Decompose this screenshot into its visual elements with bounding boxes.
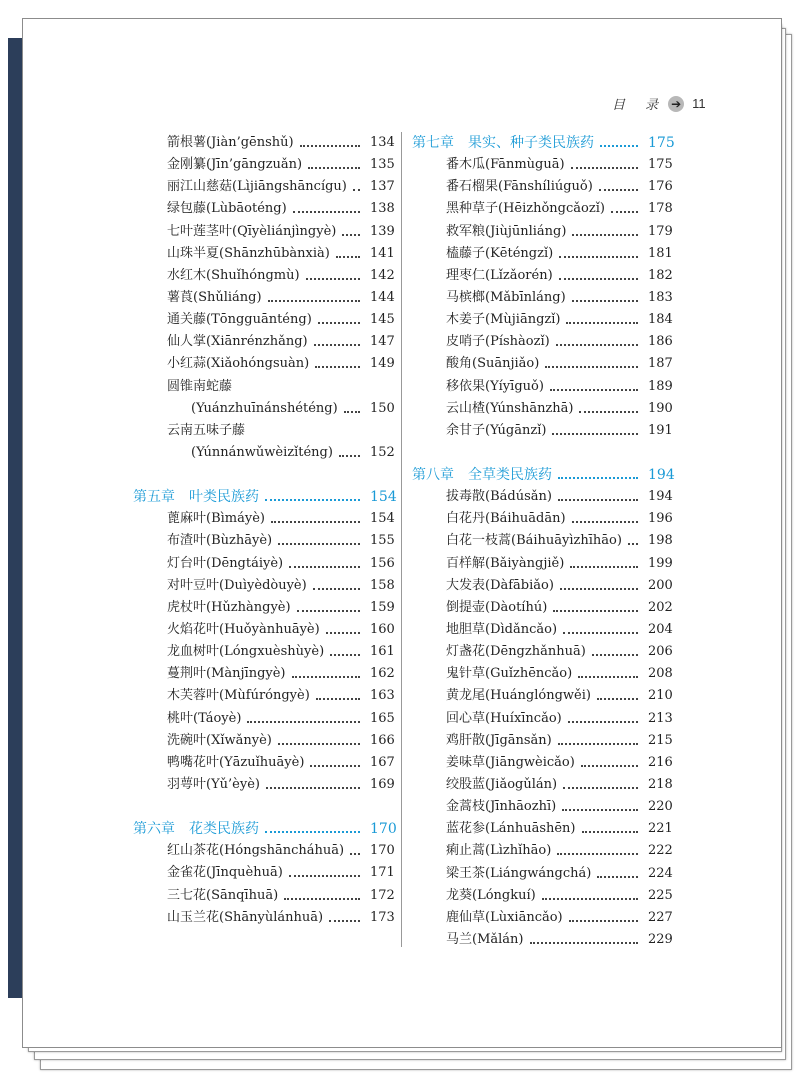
dot-leader [268, 300, 360, 302]
entry-title: 山珠半夏(Shānzhūbànxià) [167, 245, 330, 261]
running-header [612, 94, 706, 113]
entry-title: 番石榴果(Fānshíliúguǒ) [446, 179, 593, 195]
entry-page: 149 [370, 356, 395, 372]
entry-title: 红山茶花(Hóngshāncháhuā) [167, 843, 345, 859]
entry-page: 218 [648, 777, 673, 792]
toc-entry[interactable] [133, 730, 395, 752]
entry-page: 165 [370, 710, 395, 726]
entry-page: 229 [648, 931, 673, 947]
toc-entry[interactable] [412, 641, 673, 663]
dot-leader [566, 322, 638, 324]
toc-entry[interactable] [133, 840, 395, 862]
entry-title: 布渣叶(Bùzhāyè) [167, 533, 273, 549]
dot-leader [557, 853, 638, 855]
toc-entry[interactable] [133, 885, 395, 907]
entry-title: 白花丹(Báihuādān) [446, 511, 566, 527]
entry-page: 150 [370, 400, 395, 416]
toc-entry[interactable] [133, 774, 395, 796]
entry-page: 202 [648, 599, 673, 615]
toc-chapter[interactable] [133, 818, 397, 840]
entry-title: 鹿仙草(Lùxiāncǎo) [446, 909, 563, 925]
dot-leader [553, 610, 638, 612]
entry-title: 羽萼叶(Yǔ’èyè) [167, 777, 260, 792]
entry-title: 回心草(Huíxīncǎo) [446, 710, 562, 726]
entry-page: 160 [370, 622, 395, 638]
dot-leader [308, 167, 360, 169]
dot-leader [600, 145, 638, 147]
entry-title: (Yúnnánwǔwèizǐténg) [191, 445, 333, 461]
entry-title: 小红蒜(Xiǎohóngsuàn) [167, 356, 310, 372]
toc-entry[interactable] [412, 553, 673, 575]
entry-title: 理枣仁(Lǐzǎorén) [446, 267, 553, 283]
entry-title: 金刚纂(Jīn’gāngzuǎn) [167, 157, 303, 173]
entry-page: 144 [370, 290, 395, 306]
dot-leader [316, 698, 360, 700]
entry-title: 洗碗叶(Xǐwǎnyè) [167, 732, 272, 748]
dot-leader [313, 588, 360, 590]
entry-title: 木姜子(Mùjiāngzǐ) [446, 312, 561, 328]
dot-leader [552, 433, 638, 435]
toc-entry[interactable] [133, 221, 395, 243]
toc-entry[interactable] [133, 708, 395, 730]
toc-entry[interactable] [412, 265, 673, 287]
entry-page: 208 [648, 666, 673, 682]
entry-title: 榼藤子(Kēténgzǐ) [446, 245, 554, 261]
entry-page: 215 [648, 732, 673, 748]
entry-title: 蓖麻叶(Bìmáyè) [167, 511, 265, 527]
entry-title: 蓝花参(Lánhuāshēn) [446, 821, 576, 837]
toc-entry[interactable] [412, 154, 673, 176]
entry-title: 第六章 花类民族药 [133, 821, 259, 838]
entry-title: 余甘子(Yúgānzǐ) [446, 422, 547, 438]
entry-title: 鬼针草(Guǐzhēncǎo) [446, 666, 573, 682]
toc-entry[interactable] [133, 398, 395, 420]
entry-page: 141 [370, 245, 395, 261]
dot-leader [289, 566, 360, 568]
toc-entry[interactable] [412, 420, 673, 442]
toc-entry[interactable] [412, 818, 673, 840]
toc-entry[interactable] [412, 796, 673, 818]
entry-title: 拔毒散(Bádúsǎn) [446, 489, 552, 505]
entry-title: 第七章 果实、种子类民族药 [412, 135, 594, 152]
entry-title: 第八章 全草类民族药 [412, 467, 552, 484]
dot-leader [353, 189, 360, 191]
entry-title: 马兰(Mǎlán) [446, 931, 524, 947]
entry-page: 137 [370, 179, 395, 195]
page-number: 11 [692, 96, 706, 111]
entry-page: 186 [648, 334, 673, 350]
dot-leader [284, 898, 360, 900]
entry-page: 187 [648, 356, 673, 372]
entry-page: 154 [370, 489, 397, 506]
entry-title: (Yuánzhuīnánshéténg) [191, 400, 338, 416]
dot-leader [556, 344, 638, 346]
dot-leader [293, 211, 360, 213]
dot-leader [628, 543, 638, 545]
entry-page: 220 [648, 799, 673, 815]
entry-page: 225 [648, 887, 673, 903]
dot-leader [560, 588, 638, 590]
entry-title: 大发表(Dàfābiǎo) [446, 577, 554, 593]
entry-title: 金蒿枝(Jīnhāozhī) [446, 799, 557, 815]
entry-title: 灯台叶(Dēngtáiyè) [167, 555, 284, 571]
toc-entry[interactable] [412, 508, 673, 530]
entry-page: 216 [648, 754, 673, 770]
toc-entry[interactable] [412, 575, 673, 597]
entry-title: 丽江山慈菇(Lìjiāngshāncígu) [167, 179, 347, 195]
toc-entry[interactable] [133, 420, 392, 442]
dot-leader [559, 256, 638, 258]
entry-page: 194 [648, 489, 673, 505]
entry-title: 火焰花叶(Huǒyànhuāyè) [167, 622, 320, 638]
entry-page: 210 [648, 688, 673, 704]
toc-left-column [133, 132, 397, 929]
entry-title: 水红木(Shuǐhóngmù) [167, 267, 300, 283]
entry-title: 云南五味子藤 [167, 422, 246, 438]
entry-title: 鸭嘴花叶(Yāzuǐhuāyè) [167, 754, 305, 770]
toc-entry[interactable] [412, 530, 673, 552]
toc-entry[interactable] [412, 398, 673, 420]
dot-leader [339, 455, 360, 457]
entry-page: 224 [648, 865, 673, 881]
toc-entry[interactable] [412, 929, 673, 951]
dot-leader [558, 477, 638, 479]
toc-entry[interactable] [133, 553, 395, 575]
dot-leader [597, 698, 638, 700]
entry-page: 181 [648, 245, 673, 261]
dot-leader [579, 411, 638, 413]
toc-chapter[interactable] [412, 464, 675, 486]
toc-entry[interactable] [133, 353, 395, 375]
dot-leader [300, 145, 360, 147]
toc-entry[interactable] [412, 885, 673, 907]
column-divider [401, 132, 402, 947]
dot-leader [568, 721, 638, 723]
entry-title: 箭根薯(Jiàn’gēnshǔ) [167, 135, 294, 151]
entry-title: 梁王茶(Liángwángchá) [446, 865, 592, 881]
dot-leader [611, 211, 638, 213]
dot-leader [578, 676, 638, 678]
toc-entry[interactable] [133, 287, 395, 309]
dot-leader [265, 831, 360, 833]
entry-title: 黄龙尾(Huánglóngwěi) [446, 688, 591, 704]
entry-title: 虎杖叶(Hǔzhàngyè) [167, 599, 291, 615]
entry-title: 通关藤(Tōngguānténg) [167, 312, 312, 328]
toc-entry[interactable] [412, 287, 673, 309]
entry-title: 番木瓜(Fānmùguā) [446, 157, 565, 173]
dot-leader [562, 809, 638, 811]
toc-entry[interactable] [412, 752, 673, 774]
toc-entry[interactable] [133, 331, 395, 353]
toc-entry[interactable] [412, 708, 673, 730]
dot-leader [278, 743, 360, 745]
entry-page: 170 [370, 821, 397, 838]
dot-leader [569, 920, 638, 922]
entry-page: 194 [648, 467, 675, 484]
entry-page: 227 [648, 909, 673, 925]
toc-entry[interactable] [412, 597, 673, 619]
entry-page: 134 [370, 135, 395, 151]
dot-leader [350, 853, 360, 855]
toc-entry[interactable] [133, 530, 395, 552]
toc-entry[interactable] [412, 353, 673, 375]
dot-leader [559, 278, 638, 280]
dot-leader [326, 632, 360, 634]
entry-page: 170 [370, 843, 395, 859]
entry-page: 173 [370, 909, 395, 925]
entry-title: 三七花(Sānqīhuā) [167, 887, 279, 903]
dot-leader [597, 876, 638, 878]
dot-leader [581, 765, 638, 767]
entry-page: 204 [648, 622, 673, 638]
entry-page: 156 [370, 555, 395, 571]
toc-entry[interactable] [133, 154, 395, 176]
dot-leader [563, 632, 638, 634]
toc-entry[interactable] [133, 265, 395, 287]
dot-leader [330, 654, 360, 656]
entry-title: 白花一枝蒿(Báihuāyìzhīhāo) [446, 533, 622, 549]
dot-leader [265, 499, 360, 501]
entry-title: 绿包藤(Lùbāoténg) [167, 201, 287, 217]
entry-title: 金雀花(Jīnquèhuā) [167, 865, 283, 881]
toc-entry[interactable] [412, 309, 673, 331]
toc-entry[interactable] [412, 907, 673, 929]
entry-title: 山玉兰花(Shānyùlánhuā) [167, 909, 324, 925]
entry-page: 175 [648, 157, 673, 173]
dot-leader [266, 787, 360, 789]
dot-leader [247, 721, 360, 723]
dot-leader [582, 831, 638, 833]
toc-entry[interactable] [133, 442, 395, 464]
toc-entry[interactable] [133, 132, 395, 154]
toc-entry[interactable] [412, 619, 673, 641]
entry-title: 桃叶(Táoyè) [167, 710, 242, 726]
entry-page: 159 [370, 599, 395, 615]
dot-leader [297, 610, 360, 612]
entry-page: 139 [370, 223, 395, 239]
entry-title: 皮哨子(Píshàozǐ) [446, 334, 550, 350]
toc-entry[interactable] [412, 840, 673, 862]
dot-leader [289, 875, 360, 877]
entry-page: 200 [648, 577, 673, 593]
dot-leader [318, 322, 360, 324]
entry-title: 木芙蓉叶(Mùfúróngyè) [167, 688, 310, 704]
entry-title: 百样解(Bǎiyàngjiě) [446, 555, 565, 571]
toc-entry[interactable] [412, 198, 673, 220]
toc-entry[interactable] [133, 198, 395, 220]
toc-entry[interactable] [412, 243, 673, 265]
entry-page: 182 [648, 267, 673, 283]
entry-page: 213 [648, 710, 673, 726]
dot-leader [550, 389, 638, 391]
toc-entry[interactable] [133, 309, 395, 331]
section-title: 目 录 [612, 98, 667, 113]
toc-entry[interactable] [412, 774, 673, 796]
toc-entry[interactable] [412, 221, 673, 243]
dot-leader [545, 366, 638, 368]
dot-leader [563, 787, 638, 789]
entry-title: 移依果(Yíyīguǒ) [446, 378, 544, 394]
entry-page: 189 [648, 378, 673, 394]
toc-entry[interactable] [412, 663, 673, 685]
toc-entry[interactable] [412, 863, 673, 885]
entry-title: 鸡肝散(Jīgānsǎn) [446, 732, 552, 748]
entry-page: 163 [370, 688, 395, 704]
entry-page: 138 [370, 201, 395, 217]
toc-entry[interactable] [412, 685, 673, 707]
entry-page: 198 [648, 533, 673, 549]
entry-title: 对叶豆叶(Duìyèdòuyè) [167, 577, 307, 593]
entry-page: 191 [648, 422, 673, 438]
toc-entry[interactable] [133, 685, 395, 707]
entry-page: 152 [370, 445, 395, 461]
entry-page: 166 [370, 732, 395, 748]
dot-leader [572, 521, 638, 523]
entry-title: 蔓荆叶(Mànjīngyè) [167, 666, 286, 682]
toc-entry[interactable] [133, 243, 395, 265]
toc-entry[interactable] [133, 376, 392, 398]
toc-chapter[interactable] [412, 132, 675, 154]
dot-leader [342, 234, 360, 236]
entry-page: 169 [370, 777, 395, 792]
entry-page: 162 [370, 666, 395, 682]
dot-leader [344, 411, 360, 413]
entry-title: 薯莨(Shǔliáng) [167, 290, 262, 306]
entry-title: 灯盏花(Dēngzhǎnhuā) [446, 644, 586, 660]
entry-title: 龙血树叶(Lóngxuèshùyè) [167, 644, 325, 660]
entry-title: 酸角(Suānjiǎo) [446, 356, 540, 372]
dot-leader [542, 898, 638, 900]
entry-page: 145 [370, 312, 395, 328]
entry-title: 龙葵(Lóngkuí) [446, 887, 536, 903]
entry-page: 221 [648, 821, 673, 837]
entry-page: 178 [648, 201, 673, 217]
entry-page: 158 [370, 577, 395, 593]
dot-leader [592, 654, 638, 656]
toc-entry[interactable] [133, 597, 395, 619]
entry-title: 痢止蒿(Lìzhǐhāo) [446, 843, 552, 859]
dot-leader [278, 543, 360, 545]
dot-leader [599, 189, 638, 191]
dot-leader [292, 676, 361, 678]
toc-entry[interactable] [133, 907, 395, 929]
toc-entry[interactable] [133, 575, 395, 597]
entry-page: 190 [648, 400, 673, 416]
entry-title: 绞股蓝(Jiǎogǔlán) [446, 777, 558, 792]
toc-chapter[interactable] [133, 486, 397, 508]
entry-page: 154 [370, 511, 395, 527]
entry-page: 175 [648, 135, 675, 152]
entry-page: 142 [370, 267, 395, 283]
dot-leader [572, 300, 638, 302]
entry-title: 黑种草子(Hēizhǒngcǎozǐ) [446, 201, 605, 217]
toc-entry[interactable] [133, 508, 395, 530]
entry-page: 222 [648, 843, 673, 859]
entry-page: 199 [648, 555, 673, 571]
dot-leader [570, 566, 638, 568]
dot-leader [315, 366, 360, 368]
dot-leader [336, 256, 360, 258]
entry-title: 圆锥南蛇藤 [167, 378, 233, 394]
toc-entry[interactable] [133, 663, 395, 685]
entry-page: 184 [648, 312, 673, 328]
entry-title: 马槟榔(Mǎbīnláng) [446, 290, 566, 306]
dot-leader [310, 765, 360, 767]
entry-page: 135 [370, 157, 395, 173]
dot-leader [558, 499, 638, 501]
toc-entry[interactable] [133, 176, 395, 198]
entry-page: 155 [370, 533, 395, 549]
toc-entry[interactable] [133, 752, 395, 774]
dot-leader [530, 942, 639, 944]
toc-entry[interactable] [133, 862, 395, 884]
entry-page: 161 [370, 644, 395, 660]
toc-entry[interactable] [412, 730, 673, 752]
entry-title: 救军粮(Jiùjūnliáng) [446, 223, 567, 239]
toc-right-column [412, 132, 675, 951]
arrow-right-icon: ➔ [668, 96, 684, 112]
entry-page: 147 [370, 334, 395, 350]
toc-entry[interactable] [412, 376, 673, 398]
dot-leader [306, 278, 360, 280]
entry-page: 167 [370, 754, 395, 770]
entry-title: 七叶莲茎叶(Qīyèliánjìngyè) [167, 223, 337, 239]
entry-page: 196 [648, 511, 673, 527]
entry-page: 206 [648, 644, 673, 660]
entry-page: 176 [648, 179, 673, 195]
entry-title: 第五章 叶类民族药 [133, 489, 259, 506]
entry-title: 姜味草(Jiāngwèicǎo) [446, 754, 575, 770]
toc-entry[interactable] [412, 486, 673, 508]
entry-title: 云山楂(Yúnshānzhā) [446, 400, 574, 416]
dot-leader [329, 920, 360, 922]
entry-page: 171 [370, 865, 395, 881]
dot-leader [571, 167, 638, 169]
entry-page: 183 [648, 290, 673, 306]
toc-entry[interactable] [412, 331, 673, 353]
dot-leader [314, 344, 360, 346]
entry-title: 仙人掌(Xiānrénzhǎng) [167, 334, 308, 350]
entry-page: 172 [370, 887, 395, 903]
toc-entry[interactable] [133, 619, 395, 641]
entry-title: 倒提壶(Dàotíhú) [446, 599, 548, 615]
dot-leader [572, 234, 638, 236]
toc-entry[interactable] [412, 176, 673, 198]
entry-page: 179 [648, 223, 673, 239]
toc-entry[interactable] [133, 641, 395, 663]
dot-leader [558, 743, 638, 745]
dot-leader [271, 521, 360, 523]
entry-title: 地胆草(Dìdǎncǎo) [446, 622, 558, 638]
